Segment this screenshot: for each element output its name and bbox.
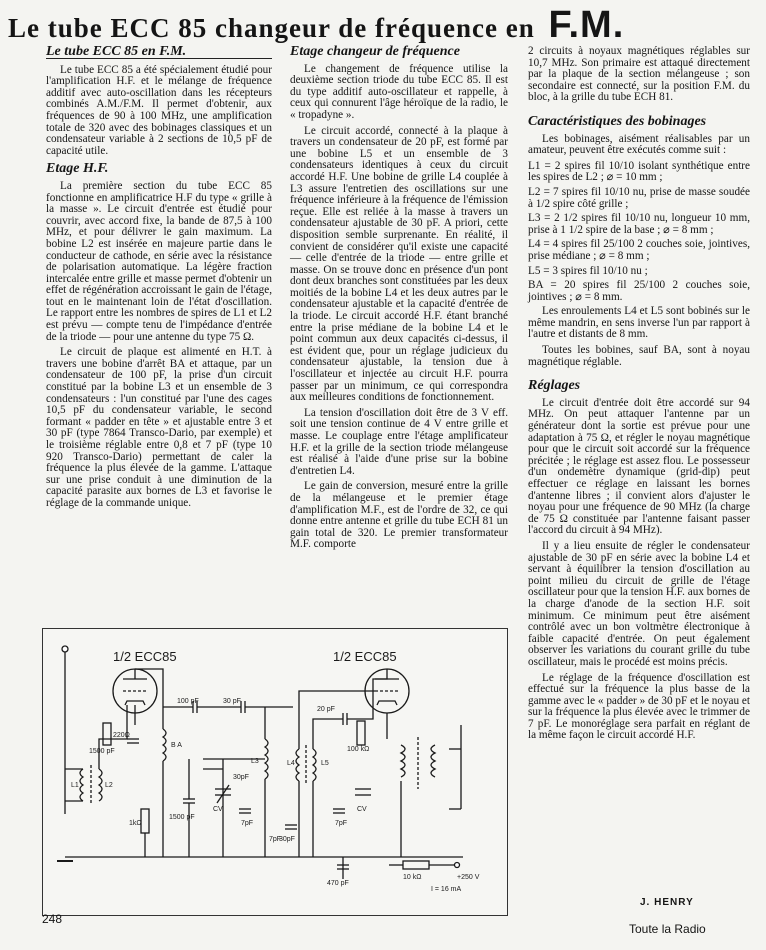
tube-2-cathode [377,701,397,705]
label-16ma: I = 16 mA [431,886,462,893]
label-cv-1: CV [213,806,223,813]
paragraph: Le circuit accordé, connecté à la plaque à travers un condensateur de 20 pF, est formé par une bobine L5 et un ensemble de 3 condensateurs identiques à ceux du circuit accordé H.F. Une bobine de grille L4 couplée à L3 assure l'entretien des oscillations sur une fréquence inférieure à la fréquence de l'émission reçue. Elle est reliée à la masse à travers un condensateur ajustable de 30 pF. A priori, cette disposition semble surprenante. En réalité, il convient de considérer qu'il existe une capacité — celle d'entrée de la triode — entre grille et masse. On se trouve donc en présence d'un pont dont deux branches sont constituées par les deux moitiés de la bobine L4 et les deux autres par le condensateur ajustable et la capacité d'entrée de la triode. Le circuit accordé H.F. étant branché entre la prise médiane de la bobine L4 et le point commun aux deux capacités ci-dessus, il est évident que, pour un réglage judicieux du condensateur ajustable, la tension due à l'oscillateur et injectée au circuit H.F. pourra passer par un minimum, ce qui correspondra aux meilleures conditions de fonctionnement. [290,124,508,404]
heading-etage-hf: Etage H.F. [46,161,109,177]
supply-terminal [455,863,460,868]
paragraph: Les bobinages, aisément réalisables par un amateur, peuvent être exécutés comme suit : [528,132,750,157]
paragraph: Il y a lieu ensuite de régler le condensateur ajustable de 30 pF en série avec la bobine L4 et servant à équilibrer la tension d'oscillation au point milieu du circuit de grille de l'étage oscillateur pour que la tension H.F. aux bornes de la charge d'anode de la section H.F. soit minimum. Ce minimum peut être aisément contrôlé avec un bon voltmètre électronique à faible capacité d'entrée. On peut également observer les variations du courant grille du tube oscillateur, mais le procédé est moins précis. [528,539,750,668]
coil-l1 [80,769,83,801]
author: J. HENRY [640,897,694,908]
label-20pf: 20 pF [317,706,335,713]
paragraph: Le circuit d'entrée doit être accordé sur 94 MHz. On peut attaquer l'antenne par un générateur dont la sortie est prévue pour une adaptation à 75 Ω, et régler le noyau magnétique pour que le circuit soit accordé sur la fréquence précitée ; le réglage est assez flou. Le possesseur d'un ondemètre dynamique (grid-dip) peut effectuer ce réglage en laissant les bornes d'antenne libres ; il convient alors d'ajuster le noyau pour une fréquence de 90 MHz (la charge de 75 Ω constituée par l'antenne faisant passer l'accord du circuit à 94 MHz). [528,396,750,537]
label-7pf-b: 7pF [269,836,282,843]
title-main: Le tube ECC 85 changeur de fréquence en [8,13,535,43]
heading-changeur: Etage changeur de fréquence [290,44,460,59]
heading-caracteristiques: Caractéristiques des bobinages [528,113,707,129]
label-100k: 100 kΩ [347,746,370,753]
coil-spec-l4: L4 = 4 spires fil 25/100 2 couches soie, jointives, prise médiane ; ⌀ = 8 mm ; [528,238,750,262]
column-3 [528,46,750,746]
label-1500pf: 1500 pF [89,748,115,755]
coil-spec-l5: L5 = 3 spires fil 10/10 nu ; [528,264,648,277]
circuit-schematic [42,628,508,916]
paragraph: Le tube ECC 85 a été spécialement étudié pour l'amplification H.F. et le mélange de fréquence additif avec auto-oscillation dans les récepteurs combinés A.M./F.M. Il permet d'obtenir, aux fréquences de 90 à 100 MHz, une amplification totale de 320 avec des bobinages classiques et un condensateur variable à 2 sections de 10,5 pF de capacité utile. [46,63,272,157]
heading-ecc85-fm: Le tube ECC 85 en F.M. [46,46,272,59]
paragraph: Le gain de conversion, mesuré entre la grille de la mélangeuse et le premier étage d'amplification M.F., est de l'ordre de 32, ce qui donne entre antenne et grille du tube ECH 81 un gain total de 320. Le premier transformateur M.F. comporte [290,480,508,551]
paragraph: La tension d'oscillation doit être de 3 V eff. soit une tension continue de 4 V entre grille et masse. Le couplage entre l'étage amplificateur H.F. et la grille de la section triode mélangeuse est réalisé à l'aide d'une prise sur la bobine d'entretien L4. [290,406,508,477]
label-30pf-b: 30pF [233,774,249,781]
choke-ba [163,729,166,761]
label-cv-2: CV [357,806,367,813]
heading-reglages: Réglages [528,378,581,394]
label-7pf-c: 7pF [335,820,348,827]
label-l5: L5 [321,760,329,767]
article-title [8,4,758,46]
paragraph: Le circuit de plaque est alimenté en H.T. à travers une bobine d'arrêt BA et attaque, par un condensateur de 100 pF, la prise d'un circuit constitué par la bobine L3 et un ensemble de 3 condensateurs : l'un constitué par l'une des cages 10,5 pF du condensateur variable, le second formant « padder en tête » et ajustable entre 3 et 30 pF (type 7864 Transco-Dario, par exemple) et le troisième réglable entre 0,8 et 7 pF (type 10 920 Transco-Dario) permettant de caler la fréquence la plus élevée de la gamme. L'attaque sur une prise conduit à une diminution de la capacité parasite aux bornes de L3 et favorise le réglage de la commande unique. [46,346,272,509]
coil-l2 [99,769,102,801]
label-220: 220Ω [113,732,130,739]
resistor-1k [141,809,149,833]
paragraph: Le réglage de la fréquence d'oscillation est effectué sur la fréquence la plus basse de la gamme avec le « padder » de 30 pF et le noyau et sur la fréquence la plus élevée avec le trimmer de 7 pF. Le monoréglage sera parfait en réglant de la même façon le circuit accordé H.F. [528,671,750,742]
label-30pf: 30 pF [223,698,241,705]
label-10k: 10 kΩ [403,874,422,881]
label-30pf-c: 30pF [279,836,295,843]
label-l1: L1 [71,782,79,789]
label-l3: L3 [251,758,259,765]
label-100pf: 100 pF [177,698,199,705]
paragraph: Les enroulements L4 et L5 sont bobinés sur le même mandrin, en sens inverse l'un par rapport à l'autre et distants de 8 mm. [528,305,750,341]
schematic-drawing [43,629,507,915]
label-470pf: 470 pF [327,880,349,887]
title-fm: F.M. [548,4,625,46]
coil-spec-l3: L3 = 2 1/2 spires fil 10/10 nu, longueur 10 mm, prise à 1 1/2 spire de la base ; ⌀ = 8 mm ; [528,212,750,236]
coil-l5 [313,749,316,781]
page-number: 248 [42,912,63,926]
coil-l4 [296,749,299,781]
resistor-100k [357,721,365,745]
label-l2: L2 [105,782,113,789]
tube-1-label: 1/2 ECC85 [113,649,177,664]
paragraph: Toutes les bobines, sauf BA, sont à noyau magnétique réglable. [528,344,750,368]
paragraph: 2 circuits à noyaux magnétiques réglables sur 10,7 MHz. Son primaire est attaqué directement par la plaque de la section mélangeuse ; son secondaire est connecté, sur la position F.M. du bloc, à la grille du tube ECH 81. [528,45,750,104]
column-2 [290,46,508,555]
if-transformer-secondary [431,745,435,777]
paragraph: La première section du tube ECC 85 fonctionne en amplificatrice H.F du type « grille à la masse ». Le circuit d'entrée est étudié pour couvrir, avec accord fixe, la bande de 87,5 à 100 MHz, et pour délivrer le gain maximum. La bobine L2 est insérée en majeure partie dans le conducteur de cathode, en série avec la résistance de polarisation automatique. La légère fraction intercalée entre grille et masse permet d'obtenir un effet de régénération accroissant le gain de l'étage, tout en le maintenant loin de l'état d'oscillation. Le rapport entre les nombres de spires de L1 et L2 est prévu — compte tenu de l'impédance d'entrée de la triode — pour une antenne du type 75 Ω. [46,179,272,343]
coil-spec-l2: L2 = 7 spires fil 10/10 nu, prise de masse soudée à 1/2 spire côté grille ; [528,185,750,210]
coil-spec-ba: BA = 20 spires fil 25/100 2 couches soie, jointives ; ⌀ = 8 mm. [528,279,750,303]
label-1500pf-b: 1500 pF [169,814,195,821]
tube-1-cathode [125,701,145,705]
paragraph: Le changement de fréquence utilise la deuxième section triode du tube ECC 85. Il est du type additif auto-oscillateur et rappelle, à ceux qui connurent l'âge héroïque de la radio, le « tropadyne ». [290,62,508,121]
label-250v: +250 V [457,874,480,881]
coil-l3 [265,739,268,779]
journal-name: Toute la Radio [629,922,706,936]
antenna-terminal [62,646,68,652]
label-1k: 1kΩ [129,820,142,827]
resistor-220 [103,723,111,745]
label-7pf-a: 7pF [241,820,254,827]
coil-spec-l1: L1 = 2 spires fil 10/10 isolant synthétique entre les spires de L2 ; ⌀ = 10 mm ; [528,159,750,184]
if-transformer-primary [401,745,405,777]
tube-2-label: 1/2 ECC85 [333,649,397,664]
label-ba: B A [171,742,182,749]
label-l4: L4 [287,760,295,767]
resistor-10k [403,861,429,869]
column-1 [46,46,272,514]
